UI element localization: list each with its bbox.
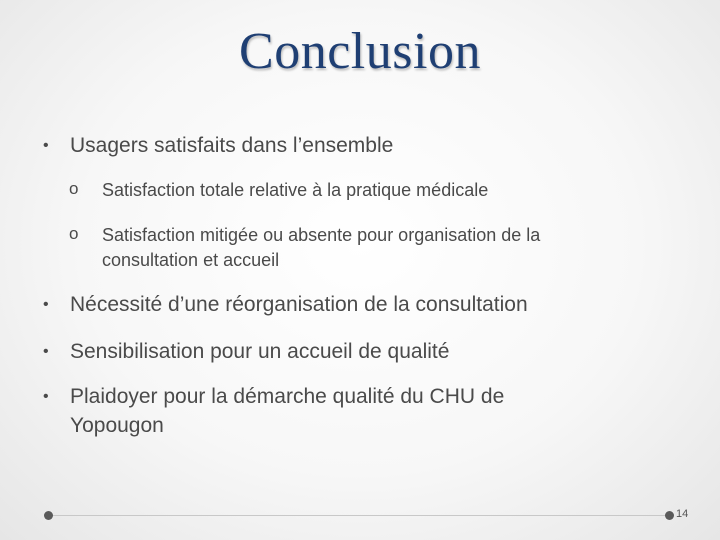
bullet-marker: • (43, 388, 49, 405)
footer-dot-right (665, 511, 674, 520)
footer-dot-left (44, 511, 53, 520)
bullet-item-1 (43, 131, 394, 160)
bullet-text: Usagers satisfaits dans l’ensemble (70, 134, 394, 157)
bullet-item-4 (43, 382, 505, 411)
sub-bullet-text-line-1: Satisfaction mitigée ou absente pour organisation de la (102, 225, 541, 245)
sub-bullet-item-2-continuation (102, 247, 279, 273)
footer-divider (48, 515, 668, 516)
bullet-text: Nécessité d’une réorganisation de la consultation (70, 293, 528, 316)
bullet-item-3 (43, 337, 450, 366)
bullet-marker: • (43, 343, 49, 360)
bullet-item-2 (43, 290, 528, 319)
bullet-text: Sensibilisation pour un accueil de qualité (70, 340, 450, 363)
bullet-item-4-continuation (70, 411, 164, 440)
bullet-marker: • (43, 137, 49, 154)
page-number: 14 (676, 508, 689, 520)
sub-bullet-item-2 (69, 222, 541, 248)
sub-bullet-text: Satisfaction totale relative à la pratique médicale (102, 180, 489, 200)
bullet-text-line-1: Plaidoyer pour la démarche qualité du CHU de (70, 385, 505, 408)
sub-bullet-marker: o (69, 179, 79, 198)
slide-title: Conclusion (239, 23, 481, 80)
bullet-marker: • (43, 296, 49, 313)
bullet-text-line-2: Yopougon (70, 414, 164, 437)
sub-bullet-marker: o (69, 224, 79, 243)
sub-bullet-text-line-2: consultation et accueil (102, 250, 280, 270)
sub-bullet-item-1 (69, 177, 489, 203)
